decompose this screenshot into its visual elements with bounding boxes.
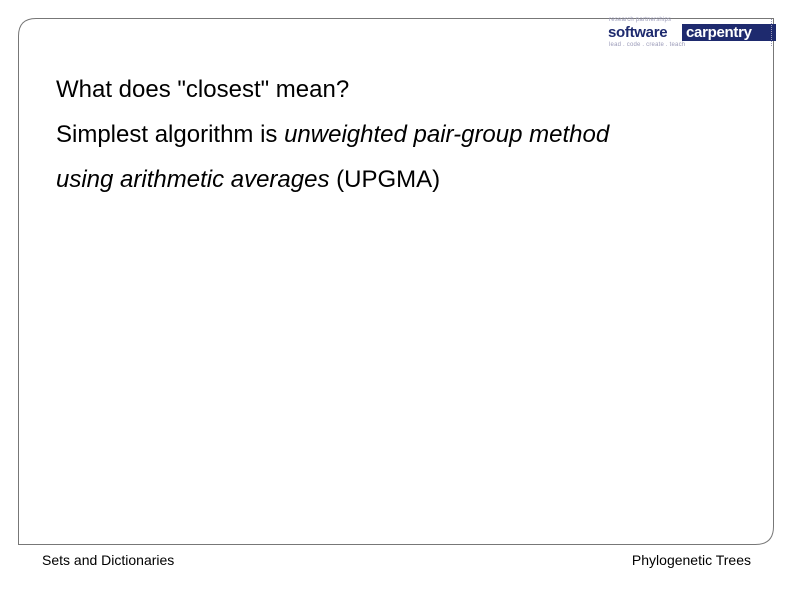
- logo-tagline-top: research partnerships: [609, 17, 672, 23]
- body-line-question: [56, 72, 756, 108]
- logo-dotted-edge: [771, 19, 775, 46]
- footer-left: Sets and Dictionaries: [42, 552, 175, 568]
- upgma-text-italic: using arithmetic averages: [56, 166, 330, 193]
- software-carpentry-logo: [606, 17, 774, 48]
- upgma-text-plain: (UPGMA): [329, 166, 441, 193]
- body-line-algorithm: [56, 117, 756, 153]
- logo-tagline-bottom: lead . code . create . teach: [609, 42, 686, 48]
- algorithm-text-plain: Simplest algorithm is: [56, 121, 285, 148]
- algorithm-text-italic: unweighted pair-group method: [284, 121, 610, 148]
- question-text: What does "closest" mean?: [56, 76, 350, 103]
- slide-body: [56, 72, 756, 207]
- body-line-upgma: [56, 162, 756, 198]
- logo-word-software: software: [606, 24, 684, 41]
- logo-word-carpentry: carpentry: [682, 24, 776, 41]
- footer-right: Phylogenetic Trees: [631, 552, 751, 568]
